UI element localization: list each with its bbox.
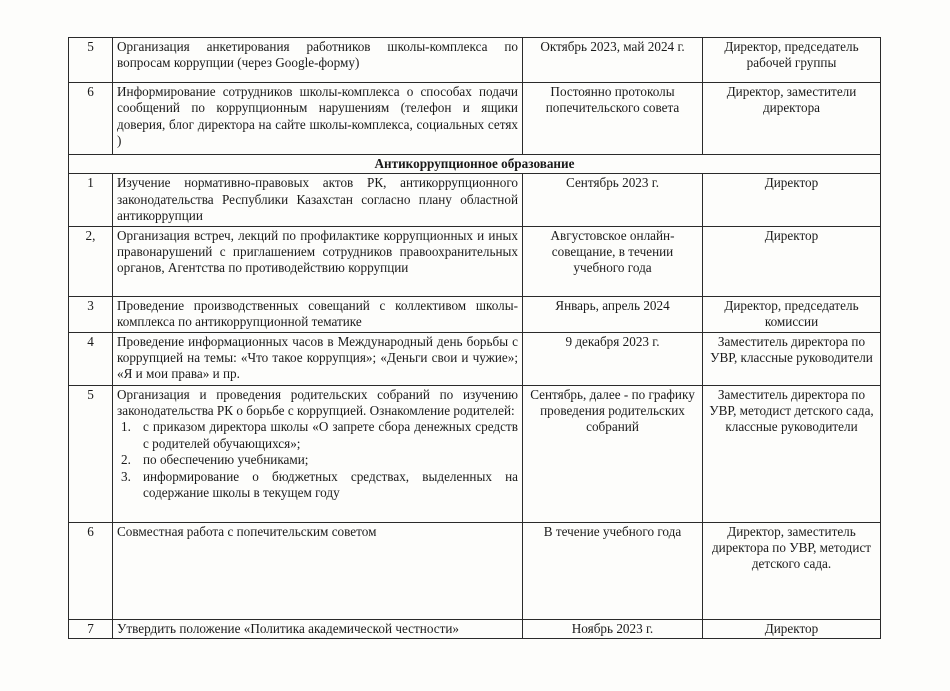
table-row xyxy=(69,385,881,522)
row-responsible: Директор, председатель рабочей группы xyxy=(703,38,881,83)
row-task: Проведение производственных совещаний с коллективом школы-комплекса по антикоррупционной тематике xyxy=(113,296,523,332)
list-item-text: с приказом директора школы «О запрете сбора денежных средств с родителей обучающихся»; xyxy=(143,419,518,451)
row-number: 2, xyxy=(69,226,113,296)
row-number: 3 xyxy=(69,296,113,332)
list-item-number: 3. xyxy=(121,468,131,484)
list-item xyxy=(117,419,518,452)
section-row xyxy=(69,155,881,174)
numbered-list xyxy=(117,419,518,501)
row-task: Утвердить положение «Политика академической честности» xyxy=(113,619,523,638)
row-term: В течение учебного года xyxy=(523,522,703,619)
row-responsible: Заместитель директора по УВР, классные руководители xyxy=(703,332,881,385)
row-term: Ноябрь 2023 г. xyxy=(523,619,703,638)
row-task xyxy=(113,385,523,522)
table-row xyxy=(69,174,881,226)
row-responsible: Директор, заместители директора xyxy=(703,83,881,155)
row-responsible: Директор, председатель комиссии xyxy=(703,296,881,332)
row-term: Постоянно протоколы попечительского совета xyxy=(523,83,703,155)
row-term: 9 декабря 2023 г. xyxy=(523,332,703,385)
row-term: Октябрь 2023, май 2024 г. xyxy=(523,38,703,83)
row-term: Январь, апрель 2024 xyxy=(523,296,703,332)
section-title: Антикоррупционное образование xyxy=(69,155,881,174)
row-responsible: Директор xyxy=(703,174,881,226)
row-term: Сентябрь 2023 г. xyxy=(523,174,703,226)
row-task: Организация встреч, лекций по профилактике коррупционных и иных правонарушений с приглашением сотрудников правоохранительных органов, Агентства по противодействию коррупции xyxy=(113,226,523,296)
table-row xyxy=(69,296,881,332)
row-task: Совместная работа с попечительским советом xyxy=(113,522,523,619)
row-number: 7 xyxy=(69,619,113,638)
row-number: 5 xyxy=(69,385,113,522)
row-number: 1 xyxy=(69,174,113,226)
list-item-text: по обеспечению учебниками; xyxy=(143,452,309,468)
row-task: Изучение нормативно-правовых актов РК, антикоррупционного законодательства Республики Казахстан согласно плану областной антикоррупции xyxy=(113,174,523,226)
list-item-text: информирование о бюджетных средствах, выделенных на содержание школы в текущем году xyxy=(143,468,518,501)
list-item xyxy=(117,469,518,502)
list-item-number: 1. xyxy=(121,419,131,435)
plan-table xyxy=(68,37,881,639)
row-term: Сентябрь, далее - по графику проведения родительских собраний xyxy=(523,385,703,522)
row-number: 6 xyxy=(69,83,113,155)
row-number: 5 xyxy=(69,38,113,83)
row-responsible: Директор xyxy=(703,619,881,638)
row-number: 6 xyxy=(69,522,113,619)
table-row xyxy=(69,522,881,619)
table-row xyxy=(69,226,881,296)
row-responsible: Директор, заместитель директора по УВР, методист детского сада. xyxy=(703,522,881,619)
list-item xyxy=(117,452,518,468)
table-row xyxy=(69,332,881,385)
table-row xyxy=(69,83,881,155)
list-item-number: 2. xyxy=(121,452,131,468)
row-task: Организация анкетирования работников школы-комплекса по вопросам коррупции (через Google-форму) xyxy=(113,38,523,83)
row-responsible: Директор xyxy=(703,226,881,296)
row-responsible: Заместитель директора по УВР, методист детского сада, классные руководители xyxy=(703,385,881,522)
row-term: Августовское онлайн-совещание, в течении учебного года xyxy=(523,226,703,296)
row-task: Проведение информационных часов в Международный день борьбы с коррупцией на темы: «Что такое коррупция»; «Деньги свои и чужие»; «Я и мои права» и пр. xyxy=(113,332,523,385)
row-task-intro: Организация и проведения родительских собраний по изучению законодательства РК о борьбе с коррупцией. Ознакомление родителей: xyxy=(117,386,518,419)
table-row xyxy=(69,38,881,83)
row-task: Информирование сотрудников школы-комплекса о способах подачи сообщений по коррупционным нарушениям (телефон и ящики доверия, блог директора на сайте школы-комплекса, социальных сетях ) xyxy=(113,83,523,155)
table-row xyxy=(69,619,881,638)
row-number: 4 xyxy=(69,332,113,385)
